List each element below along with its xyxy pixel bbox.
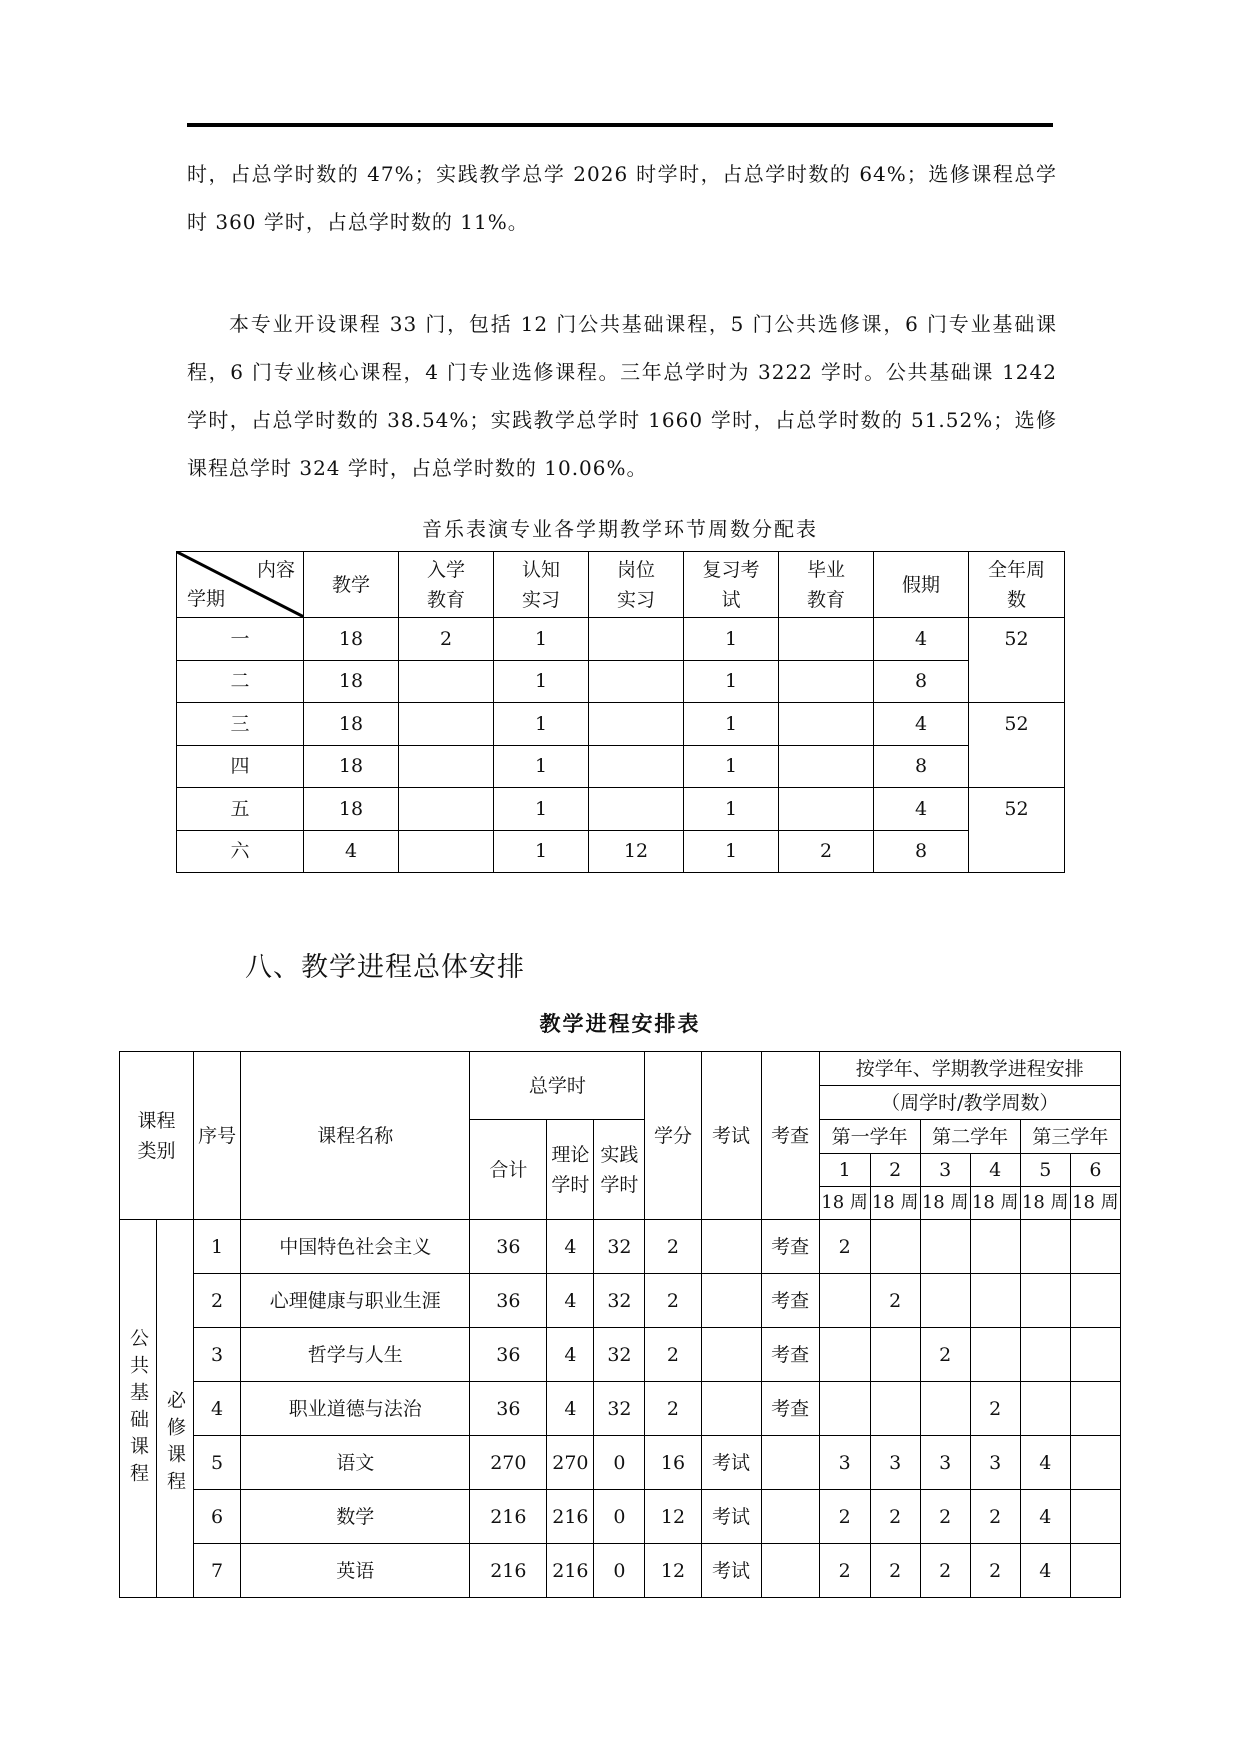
value-cell <box>399 745 494 788</box>
term-value-cell: 3 <box>819 1436 870 1490</box>
term-header: 2 <box>870 1154 920 1187</box>
term-value-cell <box>819 1274 870 1328</box>
course-row <box>120 1274 1121 1328</box>
check-cell: 考查 <box>761 1382 819 1436</box>
term-value-cell <box>970 1220 1020 1274</box>
header-cell: 毕业教育 <box>779 552 874 618</box>
value-cell: 2 <box>399 618 494 661</box>
term-value-cell: 2 <box>970 1490 1020 1544</box>
value-cell <box>589 660 684 703</box>
term-value-cell <box>870 1328 920 1382</box>
theory-cell: 270 <box>547 1436 594 1490</box>
header-cell: 认知实习 <box>494 552 589 618</box>
check-cell <box>761 1490 819 1544</box>
exam-cell: 考试 <box>701 1544 761 1598</box>
weeks-header: 18 周 <box>970 1187 1020 1220</box>
value-cell <box>779 703 874 746</box>
theory-cell: 216 <box>547 1490 594 1544</box>
value-cell <box>779 788 874 831</box>
term-value-cell: 2 <box>819 1544 870 1598</box>
arrangement-header: 按学年、学期教学进程安排 <box>819 1052 1120 1086</box>
weeks-header: 18 周 <box>920 1187 970 1220</box>
credits-cell: 2 <box>645 1382 701 1436</box>
theory-cell: 4 <box>547 1328 594 1382</box>
sum-cell: 36 <box>470 1382 547 1436</box>
term-value-cell <box>920 1382 970 1436</box>
week-table-row <box>177 703 1065 746</box>
schedule-table-title: 教学进程安排表 <box>539 1012 701 1036</box>
exam-cell <box>701 1274 761 1328</box>
practice-header: 实践学时 <box>594 1120 645 1220</box>
course-name-cell: 职业道德与法治 <box>241 1382 470 1436</box>
course-name-cell: 中国特色社会主义 <box>241 1220 470 1274</box>
term-value-cell <box>1020 1220 1070 1274</box>
week-table-row <box>177 660 1065 703</box>
subgroup-cell: 必修课程 <box>157 1220 194 1598</box>
seq-header: 序号 <box>194 1052 241 1220</box>
value-cell <box>589 618 684 661</box>
practice-cell: 32 <box>594 1274 645 1328</box>
sum-cell: 216 <box>470 1544 547 1598</box>
term-value-cell <box>819 1382 870 1436</box>
term-value-cell: 4 <box>1020 1544 1070 1598</box>
term-value-cell: 3 <box>870 1436 920 1490</box>
year-total-cell: 52 <box>969 703 1065 788</box>
theory-cell: 4 <box>547 1382 594 1436</box>
value-cell: 1 <box>494 830 589 873</box>
theory-header: 理论学时 <box>547 1120 594 1220</box>
term-value-cell <box>870 1220 920 1274</box>
term-value-cell <box>819 1328 870 1382</box>
credits-cell: 2 <box>645 1220 701 1274</box>
course-row <box>120 1382 1121 1436</box>
course-name-header: 课程名称 <box>241 1052 470 1220</box>
value-cell: 1 <box>684 703 779 746</box>
practice-cell: 0 <box>594 1436 645 1490</box>
category-header: 课程类别 <box>120 1052 194 1220</box>
value-cell: 12 <box>589 830 684 873</box>
theory-cell: 4 <box>547 1274 594 1328</box>
seq-cell: 5 <box>194 1436 241 1490</box>
year-header: 第三学年 <box>1020 1120 1120 1154</box>
term-value-cell: 2 <box>870 1274 920 1328</box>
term-cell: 三 <box>177 703 304 746</box>
value-cell: 18 <box>304 745 399 788</box>
arrangement-subheader: （周学时/教学周数） <box>819 1086 1120 1120</box>
value-cell: 4 <box>874 703 969 746</box>
exam-cell: 考试 <box>701 1490 761 1544</box>
exam-cell: 考试 <box>701 1436 761 1490</box>
term-value-cell: 4 <box>1020 1436 1070 1490</box>
check-cell <box>761 1436 819 1490</box>
term-value-cell: 2 <box>920 1328 970 1382</box>
value-cell <box>779 660 874 703</box>
course-name-cell: 数学 <box>241 1490 470 1544</box>
sum-cell: 270 <box>470 1436 547 1490</box>
value-cell: 1 <box>684 745 779 788</box>
term-value-cell <box>920 1274 970 1328</box>
term-value-cell <box>1070 1490 1120 1544</box>
week-table-row <box>177 745 1065 788</box>
value-cell <box>589 745 684 788</box>
value-cell: 4 <box>874 788 969 831</box>
sum-header: 合计 <box>470 1120 547 1220</box>
term-value-cell: 3 <box>970 1436 1020 1490</box>
sum-cell: 36 <box>470 1274 547 1328</box>
term-value-cell: 3 <box>920 1436 970 1490</box>
term-header: 4 <box>970 1154 1020 1187</box>
paragraph-course-summary: 本专业开设课程 33 门，包括 12 门公共基础课程，5 门公共选修课，6 门专业基础课程，6 门专业核心课程，4 门专业选修课程。三年总学时为 3222 学时。公共基础课 1242 学时，占总学时数的 38.54%；实践教学总学时 1660 学时，占总学时数的 51.52%；选修课程总学时 324 学时，占总学时数的 10.06%。 <box>187 312 1057 480</box>
week-table-row <box>177 788 1065 831</box>
seq-cell: 7 <box>194 1544 241 1598</box>
week-table-header-row <box>177 552 1065 618</box>
value-cell: 1 <box>494 660 589 703</box>
course-row <box>120 1328 1121 1382</box>
value-cell: 4 <box>874 618 969 661</box>
value-cell: 8 <box>874 660 969 703</box>
value-cell: 8 <box>874 745 969 788</box>
term-value-cell <box>870 1382 920 1436</box>
course-name-cell: 心理健康与职业生涯 <box>241 1274 470 1328</box>
credits-header: 学分 <box>645 1052 701 1220</box>
value-cell: 18 <box>304 788 399 831</box>
value-cell: 18 <box>304 703 399 746</box>
weeks-header: 18 周 <box>1070 1187 1120 1220</box>
term-cell: 四 <box>177 745 304 788</box>
value-cell: 1 <box>684 788 779 831</box>
practice-cell: 0 <box>594 1544 645 1598</box>
weeks-header: 18 周 <box>870 1187 920 1220</box>
header-cell: 复习考试 <box>684 552 779 618</box>
sum-cell: 216 <box>470 1490 547 1544</box>
header-cell: 教学 <box>304 552 399 618</box>
credits-cell: 2 <box>645 1274 701 1328</box>
check-cell: 考查 <box>761 1274 819 1328</box>
value-cell: 2 <box>779 830 874 873</box>
term-value-cell <box>1070 1274 1120 1328</box>
week-allocation-table <box>176 551 1065 873</box>
value-cell <box>779 618 874 661</box>
value-cell: 4 <box>304 830 399 873</box>
term-value-cell: 2 <box>870 1544 920 1598</box>
course-row <box>120 1436 1121 1490</box>
value-cell <box>589 703 684 746</box>
weeks-header: 18 周 <box>1020 1187 1070 1220</box>
corner-header-cell <box>177 552 304 618</box>
year-header: 第一学年 <box>819 1120 920 1154</box>
check-cell: 考查 <box>761 1328 819 1382</box>
corner-label-term: 学期 <box>187 588 226 610</box>
practice-cell: 0 <box>594 1490 645 1544</box>
seq-cell: 1 <box>194 1220 241 1274</box>
term-value-cell <box>1070 1382 1120 1436</box>
term-value-cell <box>970 1328 1020 1382</box>
sum-cell: 36 <box>470 1328 547 1382</box>
value-cell <box>399 830 494 873</box>
check-header: 考查 <box>761 1052 819 1220</box>
check-cell <box>761 1544 819 1598</box>
value-cell: 1 <box>494 703 589 746</box>
exam-cell <box>701 1382 761 1436</box>
term-value-cell <box>1070 1544 1120 1598</box>
value-cell <box>399 703 494 746</box>
value-cell: 1 <box>494 788 589 831</box>
value-cell: 18 <box>304 618 399 661</box>
value-cell <box>589 788 684 831</box>
header-cell: 岗位实习 <box>589 552 684 618</box>
week-table-row <box>177 618 1065 661</box>
term-value-cell <box>920 1220 970 1274</box>
value-cell: 1 <box>494 618 589 661</box>
course-name-cell: 哲学与人生 <box>241 1328 470 1382</box>
credits-cell: 2 <box>645 1328 701 1382</box>
exam-header: 考试 <box>701 1052 761 1220</box>
term-value-cell <box>1070 1220 1120 1274</box>
group-cell: 公共基础课程 <box>120 1220 157 1598</box>
term-header: 5 <box>1020 1154 1070 1187</box>
practice-cell: 32 <box>594 1382 645 1436</box>
term-value-cell: 2 <box>870 1490 920 1544</box>
section-heading: 八、教学进程总体安排 <box>245 952 525 983</box>
header-rule <box>187 123 1053 127</box>
term-header: 6 <box>1070 1154 1120 1187</box>
sum-cell: 36 <box>470 1220 547 1274</box>
term-cell: 一 <box>177 618 304 661</box>
year-total-cell: 52 <box>969 618 1065 703</box>
year-total-cell: 52 <box>969 788 1065 873</box>
term-cell: 六 <box>177 830 304 873</box>
term-value-cell: 2 <box>819 1490 870 1544</box>
course-row <box>120 1490 1121 1544</box>
seq-cell: 4 <box>194 1382 241 1436</box>
term-value-cell <box>1020 1328 1070 1382</box>
exam-cell <box>701 1328 761 1382</box>
value-cell: 1 <box>684 830 779 873</box>
paragraph-hours-summary: 时，占总学时数的 47%；实践教学总学 2026 时学时，占总学时数的 64%；选修课程总学时 360 学时，占总学时数的 11%。 <box>187 162 1057 234</box>
value-cell <box>399 660 494 703</box>
term-header: 1 <box>819 1154 870 1187</box>
seq-cell: 3 <box>194 1328 241 1382</box>
credits-cell: 16 <box>645 1436 701 1490</box>
check-cell: 考查 <box>761 1220 819 1274</box>
term-header: 3 <box>920 1154 970 1187</box>
course-row <box>120 1544 1121 1598</box>
term-value-cell <box>1020 1274 1070 1328</box>
year-header: 第二学年 <box>920 1120 1020 1154</box>
seq-cell: 2 <box>194 1274 241 1328</box>
value-cell <box>399 788 494 831</box>
theory-cell: 4 <box>547 1220 594 1274</box>
seq-cell: 6 <box>194 1490 241 1544</box>
term-value-cell: 2 <box>970 1544 1020 1598</box>
header-cell: 入学教育 <box>399 552 494 618</box>
corner-label-content: 内容 <box>256 559 295 581</box>
exam-cell <box>701 1220 761 1274</box>
schedule-table <box>119 1051 1121 1598</box>
course-name-cell: 英语 <box>241 1544 470 1598</box>
schedule-header-row <box>120 1052 1121 1086</box>
practice-cell: 32 <box>594 1220 645 1274</box>
term-value-cell: 2 <box>920 1544 970 1598</box>
value-cell: 1 <box>684 618 779 661</box>
term-value-cell: 2 <box>819 1220 870 1274</box>
weeks-header: 18 周 <box>819 1187 870 1220</box>
term-value-cell <box>1020 1382 1070 1436</box>
term-value-cell <box>1070 1436 1120 1490</box>
term-value-cell: 2 <box>970 1382 1020 1436</box>
term-value-cell <box>1070 1328 1120 1382</box>
course-row <box>120 1220 1121 1274</box>
total-hours-header: 总学时 <box>470 1052 645 1120</box>
term-value-cell: 2 <box>920 1490 970 1544</box>
theory-cell: 216 <box>547 1544 594 1598</box>
term-value-cell <box>970 1274 1020 1328</box>
week-table-row <box>177 830 1065 873</box>
header-cell: 假期 <box>874 552 969 618</box>
value-cell: 18 <box>304 660 399 703</box>
credits-cell: 12 <box>645 1490 701 1544</box>
week-table-title: 音乐表演专业各学期教学环节周数分配表 <box>422 517 818 541</box>
term-value-cell: 4 <box>1020 1490 1070 1544</box>
practice-cell: 32 <box>594 1328 645 1382</box>
credits-cell: 12 <box>645 1544 701 1598</box>
value-cell <box>779 745 874 788</box>
value-cell: 1 <box>494 745 589 788</box>
course-name-cell: 语文 <box>241 1436 470 1490</box>
value-cell: 8 <box>874 830 969 873</box>
term-cell: 二 <box>177 660 304 703</box>
header-cell: 全年周数 <box>969 552 1065 618</box>
value-cell: 1 <box>684 660 779 703</box>
term-cell: 五 <box>177 788 304 831</box>
